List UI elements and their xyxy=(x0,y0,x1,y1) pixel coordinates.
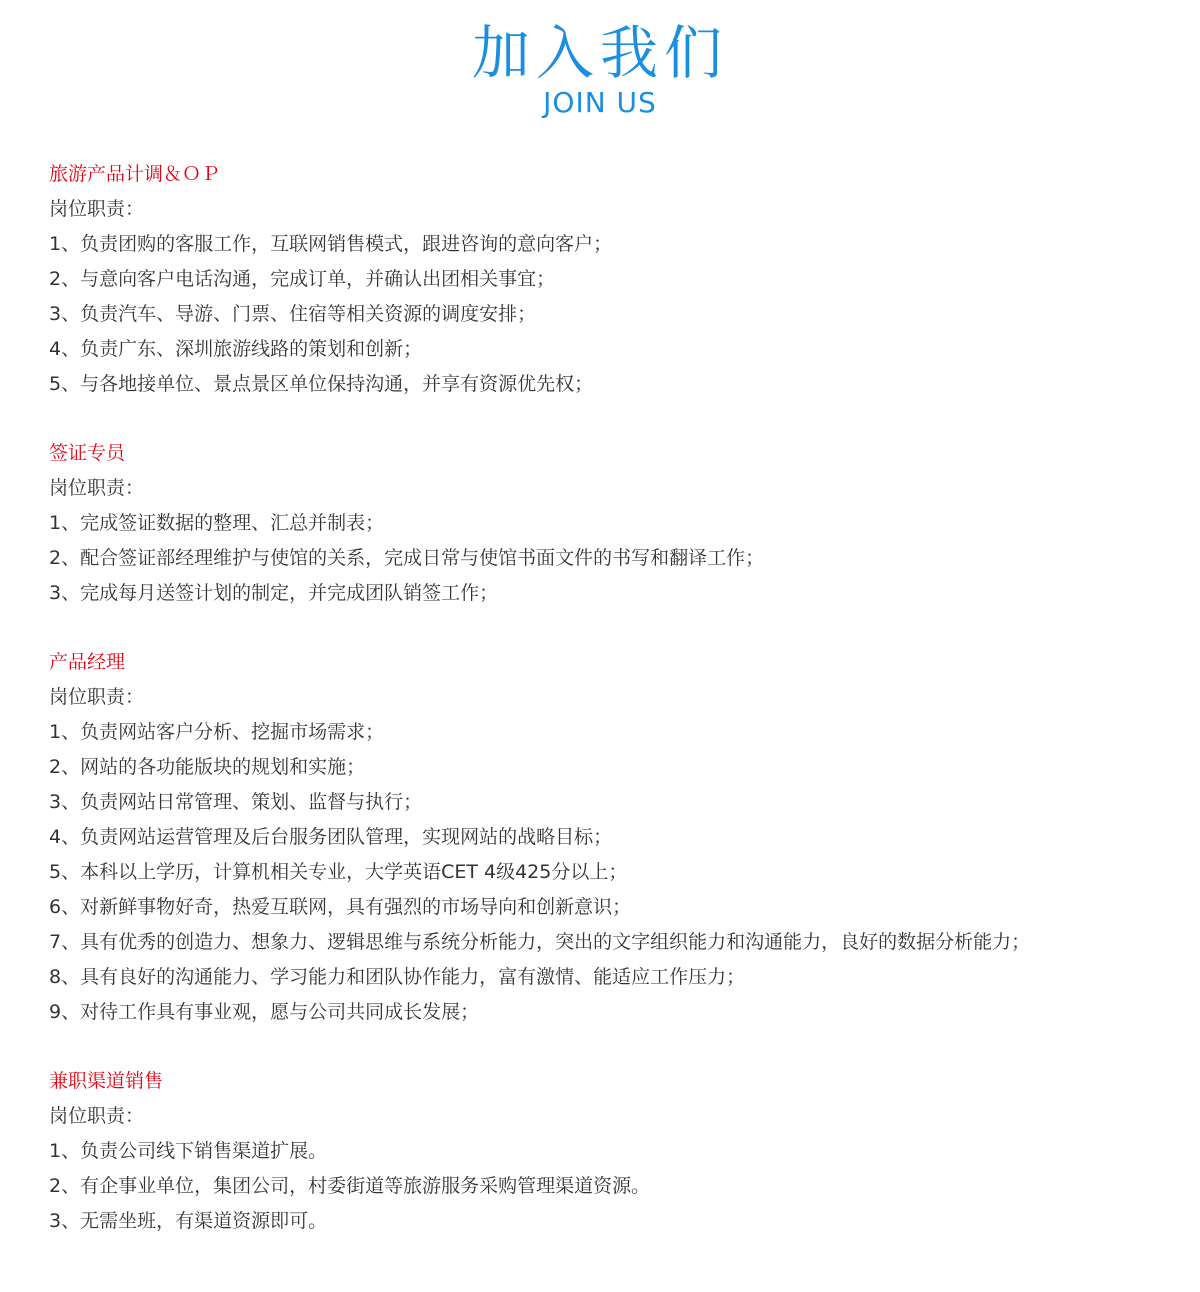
duty-item: 2、有企事业单位，集团公司，村委街道等旅游服务采购管理渠道资源。 xyxy=(49,1175,651,1197)
job-section-product-manager xyxy=(49,645,1169,1030)
page-subtitle: JOIN US xyxy=(543,86,657,119)
duty-item: 3、负责网站日常管理、策划、监督与执行； xyxy=(49,791,423,813)
job-listings xyxy=(49,157,1169,1273)
duty-label: 岗位职责： xyxy=(49,477,145,499)
page-header xyxy=(0,18,1200,120)
duty-item: 5、与各地接单位、景点景区单位保持沟通，并享有资源优先权； xyxy=(49,373,594,395)
job-section-visa-specialist xyxy=(49,436,1169,611)
duty-item: 5、本科以上学历，计算机相关专业，大学英语CET 4级425分以上； xyxy=(49,861,628,883)
job-title: 兼职渠道销售 xyxy=(49,1070,164,1092)
duty-item: 7、具有优秀的创造力、想象力、逻辑思维与系统分析能力，突出的文字组织能力和沟通能力，良好的数据分析能力； xyxy=(49,931,1031,953)
duty-item: 6、对新鲜事物好奇，热爱互联网，具有强烈的市场导向和创新意识； xyxy=(49,896,632,918)
job-section-tour-planner xyxy=(49,157,1169,402)
duty-item: 1、负责网站客户分析、挖掘市场需求； xyxy=(49,721,385,743)
duty-label: 岗位职责： xyxy=(49,1105,145,1127)
duty-label: 岗位职责： xyxy=(49,686,145,708)
duty-item: 1、完成签证数据的整理、汇总并制表； xyxy=(49,512,385,534)
duty-item: 2、网站的各功能版块的规划和实施； xyxy=(49,756,366,778)
duty-label: 岗位职责： xyxy=(49,198,145,220)
page-title: 加入我们 xyxy=(471,19,728,87)
duty-item: 1、负责团购的客服工作，互联网销售模式，跟进咨询的意向客户； xyxy=(49,233,613,255)
duty-item: 2、配合签证部经理维护与使馆的关系，完成日常与使馆书面文件的书写和翻译工作； xyxy=(49,547,765,569)
job-section-channel-sales xyxy=(49,1064,1169,1239)
duty-item: 3、完成每月送签计划的制定，并完成团队销签工作； xyxy=(49,582,499,604)
duty-item: 3、负责汽车、导游、门票、住宿等相关资源的调度安排； xyxy=(49,303,537,325)
job-title: 旅游产品计调＆ＯＰ xyxy=(49,163,221,185)
duty-item: 3、无需坐班，有渠道资源即可。 xyxy=(49,1210,328,1232)
duty-item: 1、负责公司线下销售渠道扩展。 xyxy=(49,1140,328,1162)
duty-item: 8、具有良好的沟通能力、学习能力和团队协作能力，富有激情、能适应工作压力； xyxy=(49,966,746,988)
job-title: 签证专员 xyxy=(49,442,126,464)
duty-item: 9、对待工作具有事业观，愿与公司共同成长发展； xyxy=(49,1001,480,1023)
job-title: 产品经理 xyxy=(49,651,126,673)
duty-item: 4、负责网站运营管理及后台服务团队管理，实现网站的战略目标； xyxy=(49,826,613,848)
duty-item: 4、负责广东、深圳旅游线路的策划和创新； xyxy=(49,338,423,360)
duty-item: 2、与意向客户电话沟通，完成订单，并确认出团相关事宜； xyxy=(49,268,556,290)
